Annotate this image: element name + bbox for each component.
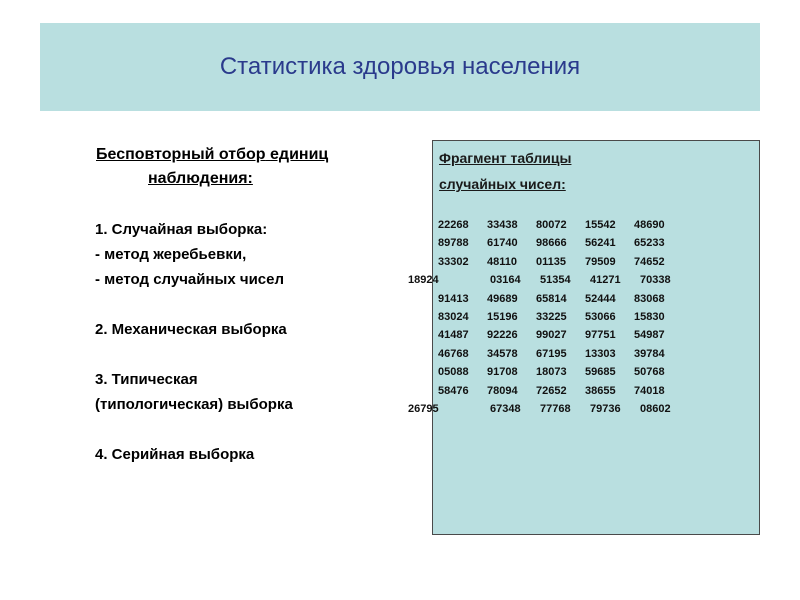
- table-cell: 65233: [634, 237, 665, 250]
- table-cell: 58476: [438, 384, 469, 397]
- method-item: (типологическая) выборка: [95, 396, 293, 413]
- table-cell: 89788: [438, 237, 469, 250]
- table-cell: 18924: [408, 274, 439, 287]
- random-table-title-line-2: случайных чисел:: [439, 176, 566, 192]
- table-row: [408, 400, 690, 418]
- table-row: [408, 290, 690, 308]
- table-cell: 79509: [585, 255, 616, 268]
- table-cell: 83068: [634, 292, 665, 305]
- table-cell: 38655: [585, 384, 616, 397]
- table-row: [408, 216, 690, 234]
- method-item: 3. Типическая: [95, 371, 198, 388]
- table-cell: 80072: [536, 219, 567, 231]
- table-cell: 83024: [438, 310, 469, 323]
- table-row: [408, 363, 690, 381]
- table-cell: 33302: [438, 255, 469, 268]
- title-banner: [40, 23, 760, 111]
- table-row: [408, 308, 690, 326]
- heading-part-1: Бесповторный отбор: [96, 146, 266, 163]
- table-cell: 52444: [585, 292, 616, 305]
- table-cell: 79736: [590, 402, 621, 415]
- table-cell: 48110: [487, 255, 517, 268]
- table-cell: 01135: [536, 255, 566, 268]
- table-cell: 91413: [438, 292, 469, 305]
- table-cell: 99027: [536, 329, 567, 342]
- table-cell: 74018: [634, 384, 665, 397]
- table-cell: 26795: [408, 402, 439, 415]
- table-cell: 49689: [487, 292, 518, 305]
- table-cell: 61740: [487, 237, 518, 250]
- heading-part-2: единиц: [270, 146, 329, 163]
- random-table-title-line-1: Фрагмент таблицы: [439, 150, 572, 166]
- sampling-methods-list: [95, 217, 293, 467]
- table-cell: 92226: [487, 329, 518, 342]
- table-cell: 97751: [585, 329, 616, 342]
- table-cell: 22268: [438, 219, 469, 231]
- table-row: [408, 253, 690, 271]
- table-cell: 41271: [590, 274, 621, 287]
- table-cell: 33225: [536, 310, 567, 323]
- table-cell: 08602: [640, 402, 671, 415]
- table-row: [408, 382, 690, 400]
- table-cell: 39784: [634, 347, 665, 360]
- table-row: [408, 345, 690, 363]
- table-cell: 67195: [536, 347, 567, 360]
- table-cell: 33438: [487, 219, 518, 231]
- table-cell: 50768: [634, 366, 665, 379]
- table-cell: 53066: [585, 310, 616, 323]
- table-cell: 41487: [438, 329, 469, 342]
- table-row: [408, 234, 690, 252]
- table-row: [408, 271, 690, 289]
- table-cell: 03164: [490, 274, 521, 287]
- table-row: [408, 326, 690, 344]
- table-cell: 46768: [438, 347, 469, 360]
- table-cell: 56241: [585, 237, 616, 250]
- section-heading: [96, 143, 328, 191]
- table-cell: 48690: [634, 219, 665, 231]
- table-cell: 51354: [540, 274, 571, 287]
- table-cell: 13303: [585, 347, 616, 360]
- table-cell: 70338: [640, 274, 671, 287]
- table-cell: 34578: [487, 347, 518, 360]
- heading-line-1: [96, 143, 328, 167]
- method-item: - метод жеребьевки,: [95, 246, 247, 263]
- method-item: - метод случайных чисел: [95, 271, 285, 288]
- method-item: 4. Серийная выборка: [95, 446, 255, 463]
- table-cell: 05088: [438, 366, 469, 379]
- table-cell: 78094: [487, 384, 518, 397]
- method-item: 1. Случайная выборка:: [95, 221, 268, 238]
- table-cell: 15196: [487, 310, 518, 323]
- table-cell: 98666: [536, 237, 567, 250]
- table-cell: 59685: [585, 366, 616, 379]
- table-cell: 15542: [585, 219, 616, 231]
- table-cell: 74652: [634, 255, 665, 268]
- heading-line-2: наблюдения:: [148, 170, 253, 187]
- table-cell: 65814: [536, 292, 567, 305]
- method-item: 2. Механическая выборка: [95, 321, 287, 338]
- random-table-title: [439, 145, 571, 197]
- table-cell: 15830: [634, 310, 665, 323]
- table-cell: 91708: [487, 366, 518, 379]
- table-cell: 67348: [490, 402, 521, 415]
- slide-title: Статистика здоровья населения: [219, 53, 581, 80]
- table-cell: 18073: [536, 366, 567, 379]
- table-cell: 72652: [536, 384, 567, 397]
- random-numbers-table: [408, 216, 690, 418]
- table-cell: 54987: [634, 329, 665, 342]
- table-cell: 77768: [540, 402, 571, 415]
